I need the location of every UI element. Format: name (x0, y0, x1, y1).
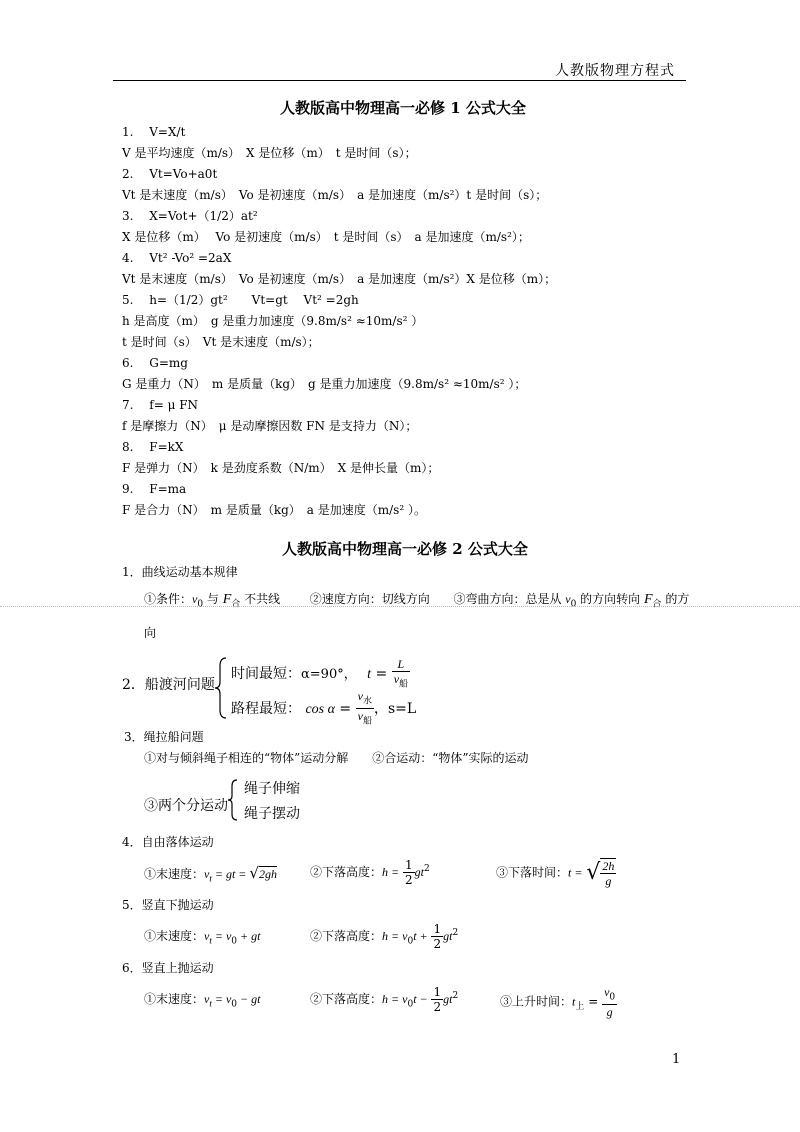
text: = v (211, 929, 232, 943)
fraction (602, 985, 617, 1019)
numerator: 1 (404, 858, 413, 872)
t-symbol: t (367, 667, 372, 683)
s6-c1 (144, 992, 260, 1011)
formula-description: F 是合力（N） m 是质量（kg） a 是加速度（m/s² ）。 (122, 503, 426, 517)
sup-two: 2 (452, 928, 459, 938)
text: 与 (203, 592, 223, 606)
F-symbol: F (222, 592, 232, 607)
radicand: 2gh (258, 867, 277, 881)
formula-description: Vt 是末速度（m/s） Vo 是初速度（m/s） a 是加速度（m/s²）X 是位移（m）； (122, 272, 557, 286)
label: ③下落时间： (496, 865, 569, 880)
label: ②下落高度： (310, 865, 383, 879)
sub-shui: 水 (362, 696, 372, 707)
v-symbol: v (565, 592, 571, 606)
s6-c2 (310, 985, 458, 1014)
h-eq: h = (382, 865, 400, 879)
denominator: v (357, 709, 363, 724)
running-header: 人教版物理方程式 (555, 63, 675, 79)
sub-zero: 0 (609, 992, 616, 1003)
s6-heading: 6．竖直上抛运动 (122, 961, 214, 975)
fraction (356, 689, 374, 729)
denominator: 2 (433, 937, 442, 951)
velocity-direction: ②速度方向：切线方向 (309, 592, 430, 606)
label: ①末速度： (144, 992, 205, 1006)
h-eq: h = v (382, 992, 408, 1006)
sqrt-icon: √ (249, 864, 259, 882)
formula-description: V 是平均速度（m/s） X 是位移（m） t 是时间（s）； (122, 146, 417, 160)
formula-line: 4. Vt² -Vo² =2aX (122, 251, 232, 265)
text: gt (443, 929, 453, 943)
s6-c3 (500, 985, 617, 1019)
text: gt (443, 992, 453, 1006)
v-symbol: v (204, 867, 210, 881)
formula-description: 7. f= μ FN (122, 398, 199, 412)
text: 不共线 (240, 592, 281, 606)
s4-heading: 4．自由落体运动 (122, 835, 214, 849)
formula-line: 1. V=X/t (122, 125, 186, 139)
sub-zero: 0 (407, 936, 414, 947)
sub-chuan: 船 (399, 679, 409, 690)
fraction (431, 985, 443, 1014)
s3-heading: 3．绳拉船问题 (124, 730, 204, 744)
s3-label: ③两个分运动 (144, 798, 228, 814)
s5-heading: 5．竖直下抛运动 (122, 898, 214, 912)
bend-direction: ③弯曲方向：总是从 (453, 592, 566, 606)
v-symbol: v (204, 992, 210, 1006)
section1-title: 人教版高中物理高一必修 1 公式大全 (280, 99, 526, 117)
t-eq: t = (568, 865, 583, 880)
text: 的方 (661, 592, 690, 606)
page-number: 1 (672, 1052, 681, 1067)
numerator: v (357, 689, 363, 703)
fraction (600, 858, 616, 888)
formula-line: 2. Vt=Vo+a0t (122, 167, 218, 181)
sqrt-icon: √ (586, 860, 601, 885)
s1-wrap: 向 (144, 626, 157, 640)
s1-conditions-line (144, 592, 689, 611)
formula-description: 6. G=mg (122, 356, 188, 370)
v-symbol: v (204, 929, 210, 943)
s3-branch2: 绳子摆动 (244, 806, 300, 822)
sub-zero: 0 (197, 599, 204, 610)
s5-c2 (310, 922, 458, 951)
text: − gt (237, 992, 261, 1006)
s2-label: 2．船渡河问题 (122, 677, 215, 693)
denominator: 2 (433, 1000, 442, 1014)
s1-heading: 1．曲线运动基本规律 (122, 565, 238, 579)
text: = (584, 994, 599, 1009)
label: ①末速度： (144, 867, 205, 881)
denominator: v (393, 672, 400, 686)
sub-chuan: 船 (362, 716, 372, 727)
formula-description: Vt 是末速度（m/s） Vo 是初速度（m/s） a 是加速度（m/s²）t 是时间（s）； (122, 188, 548, 202)
label: ①末速度： (144, 929, 205, 943)
sup-two: 2 (452, 991, 459, 1001)
formula-line: 3. X=Vot+（1/2）at² (122, 209, 258, 223)
formula-description: 8. F=kX (122, 440, 184, 454)
denominator: g (605, 874, 612, 888)
text: + gt (237, 929, 261, 943)
sub-t: t (209, 998, 212, 1009)
formula-description: t 是时间（s） Vt 是末速度（m/s）； (122, 335, 320, 349)
numerator: L (392, 657, 410, 672)
numerator: v (604, 985, 610, 999)
sub-he: 合 (231, 599, 241, 610)
numerator: 2h (602, 859, 615, 873)
text: t + (413, 929, 428, 943)
sub-zero: 0 (231, 999, 238, 1010)
s4-c2 (310, 858, 430, 887)
sub-zero: 0 (231, 936, 238, 947)
text: 的方向转向 (576, 592, 644, 606)
text: t − (413, 992, 428, 1006)
numerator: 1 (433, 922, 442, 936)
v-symbol: v (192, 592, 198, 606)
s3-branch1: 绳子伸缩 (244, 781, 300, 797)
formula-line: 5. h=（1/2）gt² Vt=gt Vt² =2gh (122, 293, 359, 307)
s2-row2: 路程最短： cos α = $\frac{v_水}{v_船}$ ，s=L (231, 689, 417, 727)
fraction (431, 922, 443, 951)
fraction (403, 858, 415, 887)
left-brace-icon (227, 778, 239, 822)
denominator: g (606, 1005, 613, 1020)
formula-description: G 是重力（N） m 是质量（kg） g 是重力加速度（9.8m/s² ≈10m/s² ）； (122, 377, 527, 391)
text: = gt = (211, 867, 250, 881)
label: ③上升时间： (500, 994, 573, 1009)
formula-description: F 是弹力（N） k 是劲度系数（N/m） X 是伸长量（m）； (122, 461, 440, 475)
sub-shang: 上 (575, 1002, 585, 1013)
condition-label: ①条件： (144, 592, 193, 606)
header-rule (113, 80, 686, 81)
formula-description: 9. F=ma (122, 482, 187, 496)
text: ，s=L (373, 700, 417, 717)
sub-zero: 0 (570, 599, 577, 610)
section2-title: 人教版高中物理高一必修 2 公式大全 (282, 540, 528, 558)
dotted-separator (0, 606, 800, 607)
sup-two: 2 (423, 864, 430, 874)
sub-t: t (209, 873, 212, 884)
s2-row1: 时间最短：α=90°， t = $\frac{L}{v_船}$ (231, 657, 409, 690)
numerator: 1 (433, 985, 442, 999)
formula-description: f 是摩擦力（N） μ 是动摩擦因数 FN 是支持力（N）； (122, 419, 418, 433)
sub-t: t (209, 935, 212, 946)
fraction (392, 657, 410, 691)
formula-description: X 是位移（m） Vo 是初速度（m/s） t 是时间（s） a 是加速度（m/s²）； (122, 230, 530, 244)
cos-alpha: cos α (305, 701, 335, 717)
label: ②下落高度： (310, 929, 383, 943)
sub-zero: 0 (407, 999, 414, 1010)
s5-c1 (144, 929, 260, 948)
F-symbol: F (643, 592, 653, 607)
time-shortest-label: 时间最短： (231, 666, 301, 683)
s3-line: ①对与倾斜绳子相连的“物体”运动分解 ②合运动：“物体”实际的运动 (144, 751, 529, 765)
denominator: 2 (404, 873, 413, 887)
sub-he: 合 (652, 599, 662, 610)
left-brace-icon (214, 656, 228, 720)
formula-description: h 是高度（m） g 是重力加速度（9.8m/s² ≈10m/s² ） (122, 314, 424, 328)
s4-c3 (496, 858, 616, 888)
s4-c1 (144, 866, 277, 885)
h-eq: h = v (382, 929, 408, 943)
path-shortest-label: 路程最短： (231, 700, 301, 717)
alpha-condition: α=90°， (301, 667, 357, 683)
text: gt (414, 865, 424, 879)
label: ②下落高度： (310, 992, 383, 1006)
text: = v (211, 992, 232, 1006)
t-symbol: t (572, 994, 576, 1009)
